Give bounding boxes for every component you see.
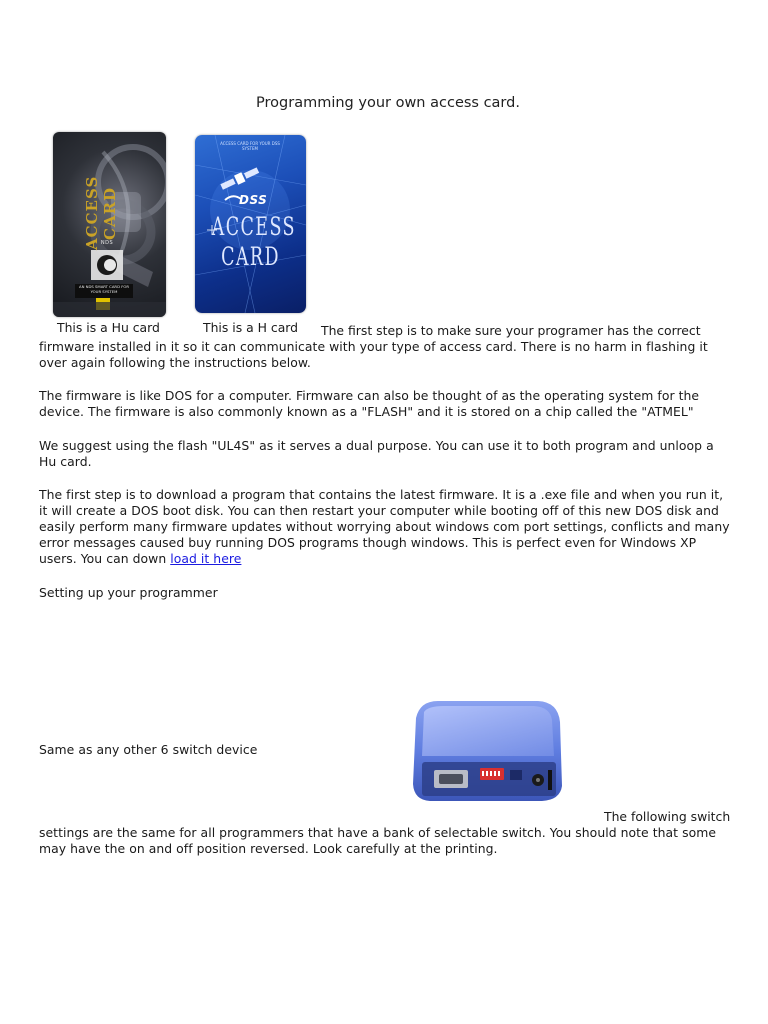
h-card-caption: This is a H card	[203, 320, 299, 335]
paragraph-download-line2: it will create a DOS boot disk. You can then restart your computer while booting off of this new DOS disk and	[39, 503, 719, 518]
h-card-title-line1: ACCESS	[211, 212, 296, 241]
paragraph-switch-settings-line2: settings are the same for all programmers that have a bank of selectable switch. You should note that some	[39, 825, 716, 840]
h-card-image	[195, 135, 306, 313]
paragraph-download-line3: easily perform many firmware updates without worrying about windows com port settings, conflicts and many	[39, 519, 730, 534]
paragraph-firmware-intro-line3: over again following the instructions below.	[39, 355, 311, 370]
h-card-top-text: ACCESS CARD FOR YOUR DSS SYSTEM	[220, 141, 280, 151]
paragraph-flash-suggestion-line1: We suggest using the flash "UL4S" as it serves a dual purpose. You can use it to both program and unloop a	[39, 438, 714, 453]
paragraph-switch-settings-line1: The following switch	[604, 809, 731, 824]
paragraph-switch-device: Same as any other 6 switch device	[39, 742, 258, 757]
paragraph-firmware-definition-line1: The firmware is like DOS for a computer. Firmware can also be thought of as the operating system for the	[39, 388, 700, 403]
programmer-device-artwork	[410, 698, 565, 803]
paragraph-download-line5	[39, 551, 241, 567]
hu-card-title-text: ACCESS CARD	[83, 175, 119, 251]
hu-card-image	[53, 132, 166, 317]
paragraph-firmware-definition-line2: device. The firmware is also commonly known as a "FLASH" and it is stored on a chip called the "ATMEL"	[39, 404, 694, 419]
paragraph-flash-suggestion-line2: Hu card.	[39, 454, 92, 469]
download-link[interactable]: load it here	[170, 551, 242, 566]
paragraph-switch-settings-line3: may have the on and off position reversed. Look carefully at the printing.	[39, 841, 498, 856]
paragraph-download-line5-text: users. You can down	[39, 551, 171, 566]
hu-card-caption: This is a Hu card	[57, 320, 160, 335]
h-card-brand: DSS	[239, 193, 268, 207]
section-heading-setup: Setting up your programmer	[39, 585, 218, 600]
paragraph-download-line4: error messages caused buy running DOS programs though windows. This is perfect even for Windows XP	[39, 535, 697, 550]
page-title: Programming your own access card.	[256, 95, 520, 111]
hu-card-bottom-text: AN NDS SMART CARD FOR YOUR SYSTEM	[78, 284, 130, 294]
paragraph-firmware-intro-line2: firmware installed in it so it can communicate with your type of access card. There is no harm in flashing it	[39, 339, 708, 354]
paragraph-firmware-intro-line1: The first step is to make sure your programer has the correct	[321, 323, 701, 338]
hu-card-brand: NDS	[100, 240, 114, 246]
h-card-title-line2: CARD	[221, 242, 280, 271]
paragraph-download-line1: The first step is to download a program that contains the latest firmware. It is a .exe file and when you run it,	[39, 487, 724, 502]
programmer-device-image	[410, 698, 565, 803]
